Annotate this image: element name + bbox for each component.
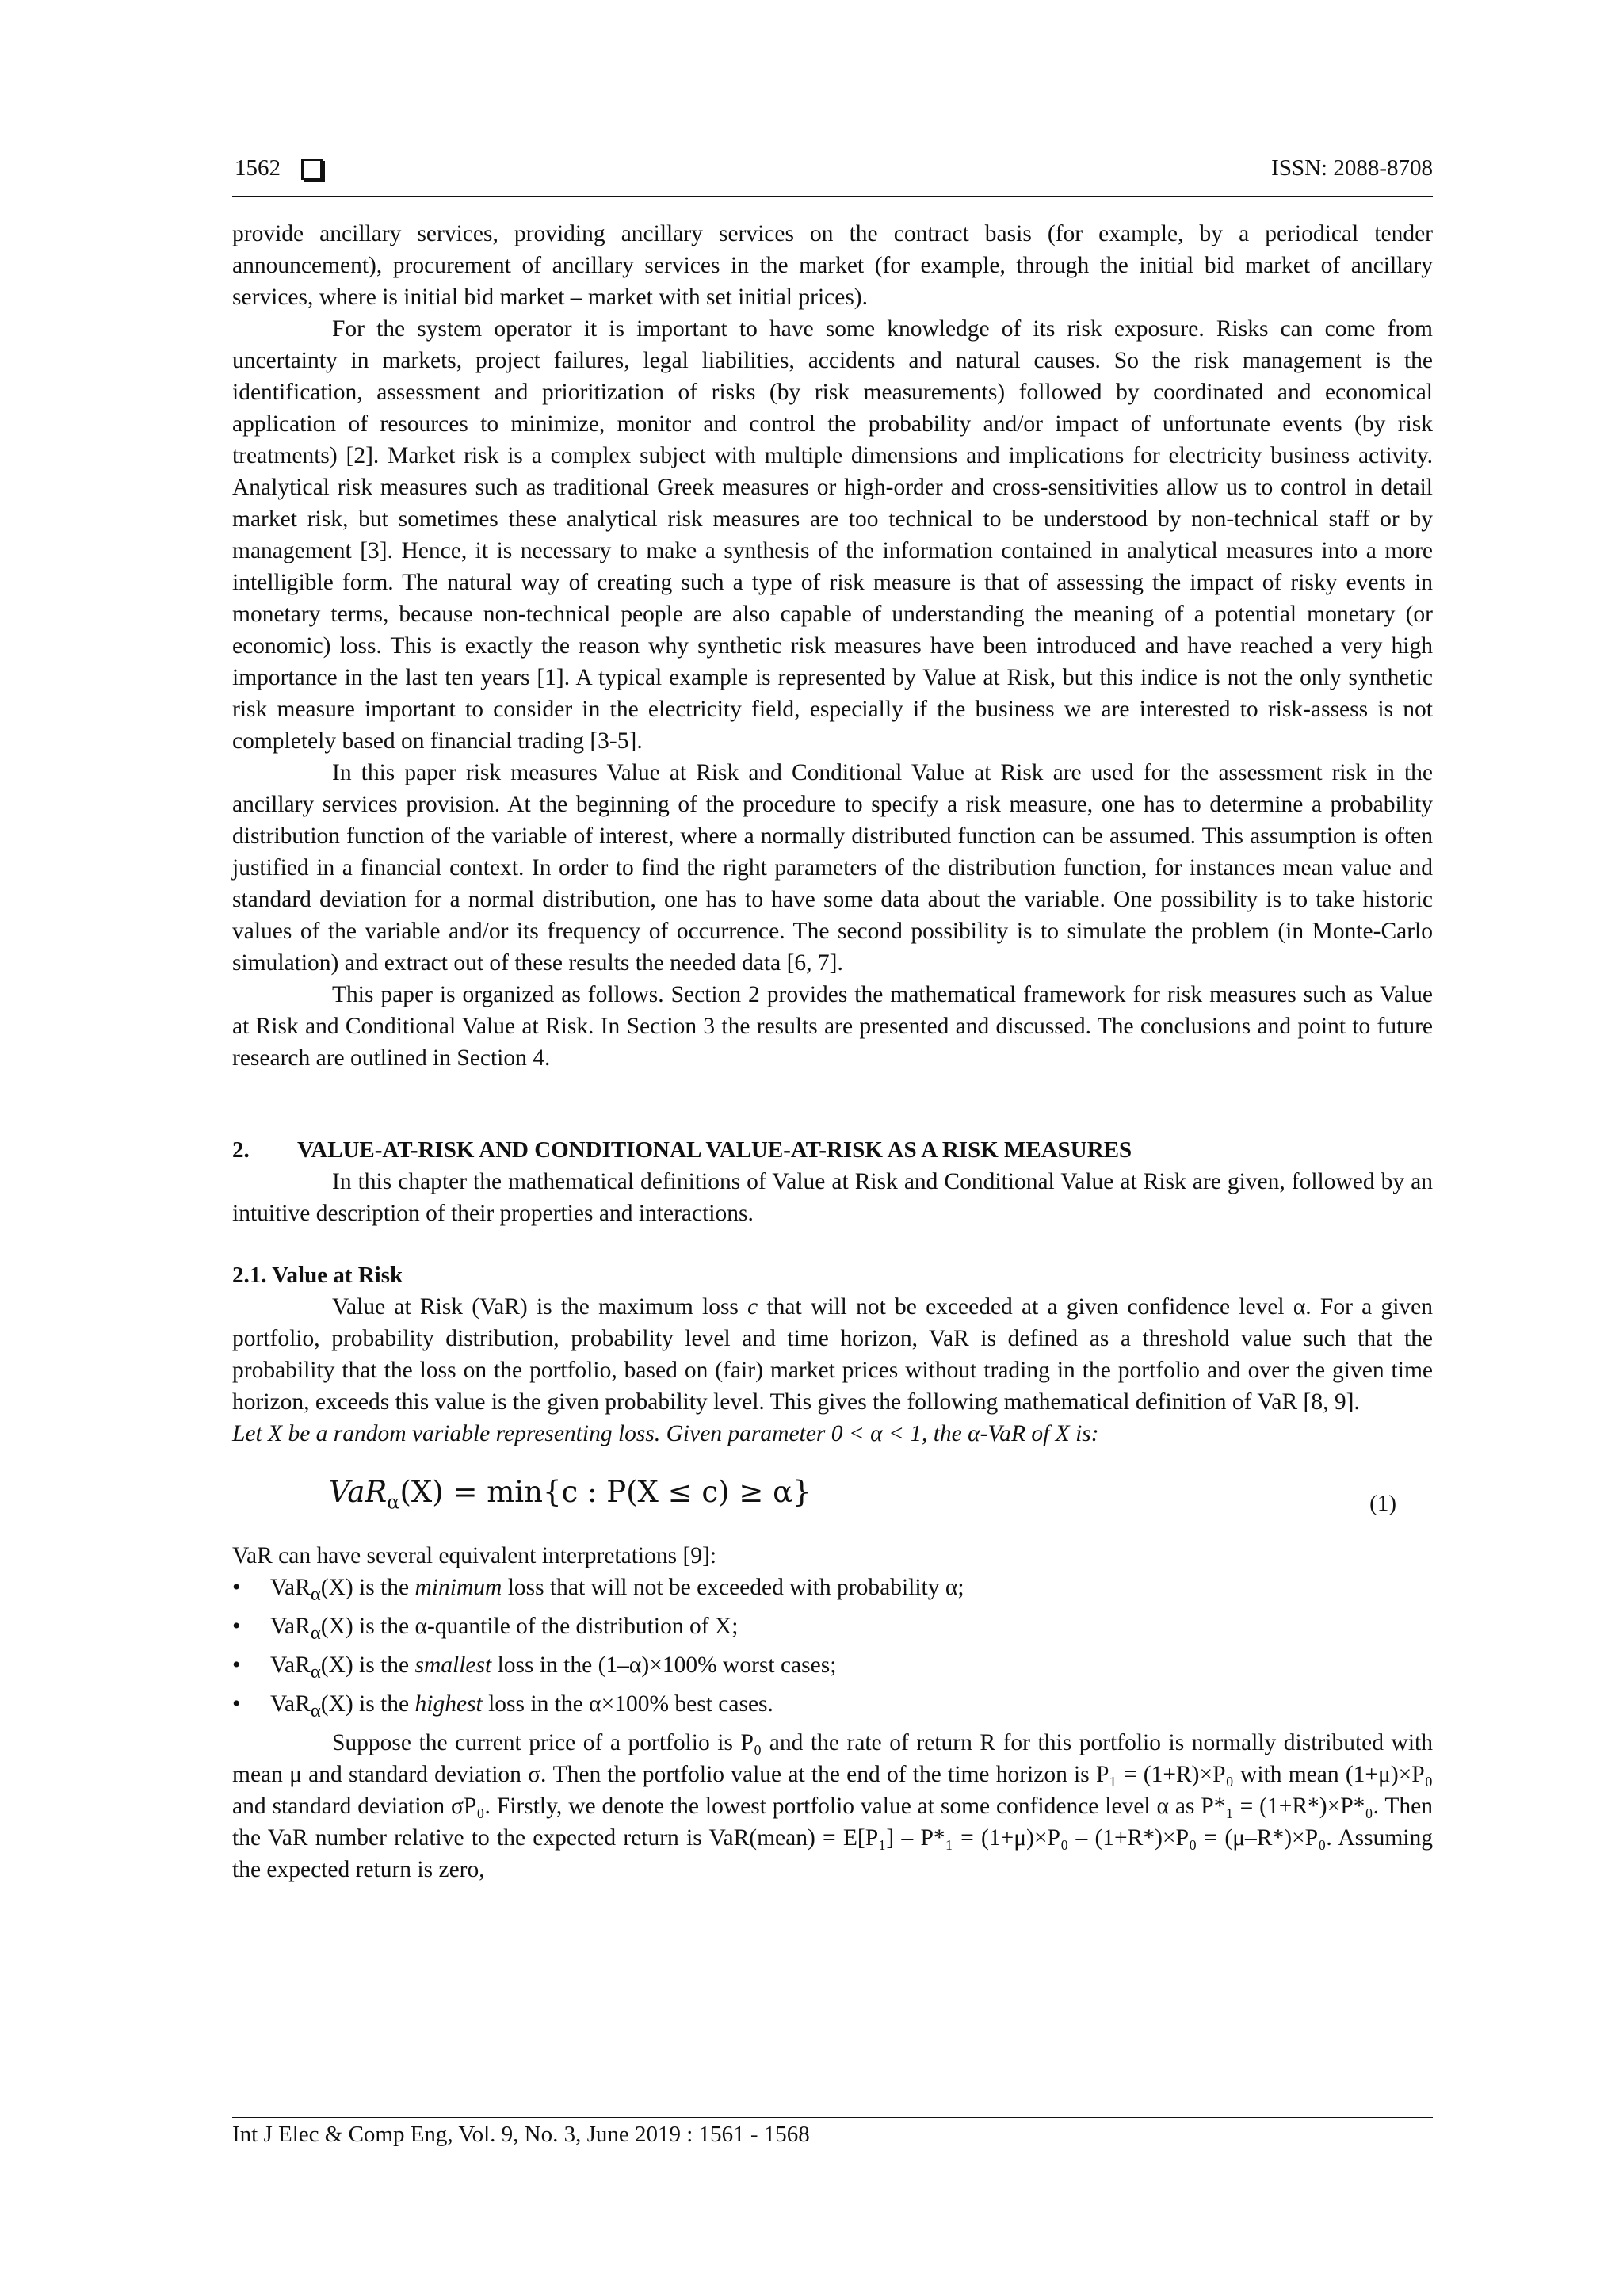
interpretation-list <box>232 1572 1433 1727</box>
section-number: 2. <box>232 1137 250 1163</box>
list-item: • VaR$_\alpha$(X) is the smallest loss in the (1–α)×100% worst cases; <box>232 1649 1433 1688</box>
var-definition-paragraph: Value at Risk (VaR) is the maximum loss c that will not be exceeded at a given confidence level α. For a given portfolio, probability distribution, probability level and time horizon, VaR is defined as a threshold value such that the probability that the loss on the portfolio, based on (fair) market prices without trading in the portfolio and over the given time horizon, exceeds this value is the given probability level. This gives the following mathematical definition of VaR [8, 9]. <box>232 1294 1433 1415</box>
subsection-heading: 2.1. Value at Risk <box>232 1263 403 1288</box>
page-header <box>235 155 1433 190</box>
paragraph-3: In this paper risk measures Value at Risk and Conditional Value at Risk are used for the assessment risk in the ancillary services provision. At the beginning of the procedure to specify a risk measure, one has to determine a probability distribution function of the variable of interest, where a normally distributed function can be assumed. This assumption is often justified in a financial context. In order to find the right parameters of the distribution function, for instances mean value and standard deviation for a normal distribution, one has to have some data about the variable. One possibility is to take historic values of the variable and/or its frequency of occurrence. The second possibility is to simulate the problem (in Monte-Carlo simulation) and extract out of these results the needed data [6, 7]. <box>232 760 1433 976</box>
issn-label: ISSN: 2088-8708 <box>1271 155 1433 181</box>
list-item: • VaR$_\alpha$(X) is the minimum loss that will not be exceeded with probability α; <box>232 1572 1433 1610</box>
portfolio-paragraph: Suppose the current price of a portfolio is P₀ and the rate of return R for this portfolio is normally distributed with mean μ and standard deviation σ. Then the portfolio value at the end of the time horizon is P₁ = (1+R)×P₀ with mean (1+μ)×P₀ and standard deviation σP₀. Firstly, we denote the lowest portfolio value at some confidence level α as P*₁ = (1+R*)×P*₀. Then the VaR number relative to the expected return is VaR(mean) = E[P₁] – P*₁ = (1+μ)×P₀ – (1+R*)×P₀ = (μ–R*)×P₀. Assuming the expected return is zero, <box>232 1729 1433 1882</box>
article-body <box>232 218 1433 1885</box>
footer-citation: Int J Elec & Comp Eng, Vol. 9, No. 3, June 2019 : 1561 - 1568 <box>232 2122 810 2147</box>
equation-1 <box>232 1467 1433 1540</box>
paragraph-2: For the system operator it is important to have some knowledge of its risk exposure. Risks can come from uncertainty in markets, project failures, legal liabilities, accidents and natural causes. So the risk management is the identification, assessment and prioritization of risks (by risk measurements) followed by coordinated and economical application of resources to minimize, monitor and control the probability and/or impact of unfortunate events (by risk treatments) [2]. Market risk is a complex subject with multiple dimensions and implications for electricity business activity. Analytical risk measures such as traditional Greek measures or high-order and cross-sensitivities allow us to control in detail market risk, but sometimes these analytical risk measures are too technical to be understood by non-technical staff or by management [3]. Hence, it is necessary to make a synthesis of the information contained in analytical measures into a more intelligible form. The natural way of creating such a type of risk measure is that of assessing the impact of risky events in monetary terms, because non-technical people are also capable of understanding the meaning of a potential monetary (or economic) loss. This is exactly the reason why synthetic risk measures have been introduced and have reached a very high importance in the last ten years [1]. A typical example is represented by Value at Risk, but this indice is not the only synthetic risk measure important to consider in the electricity field, especially if the business we are interested to risk-assess is not completely based on financial trading [3-5]. <box>232 316 1433 754</box>
interpretation-intro: VaR can have several equivalent interpretations [9]: <box>232 1543 717 1568</box>
list-item: • VaR$_\alpha$(X) is the α-quantile of the distribution of X; <box>232 1610 1433 1649</box>
footer-rule <box>232 2117 1433 2118</box>
list-item: • VaR$_\alpha$(X) is the highest loss in the α×100% best cases. <box>232 1688 1433 1727</box>
paragraph-4: This paper is organized as follows. Section 2 provides the mathematical framework for risk measures such as Value at Risk and Conditional Value at Risk. In Section 3 the results are presented and discussed. The conclusions and point to future research are outlined in Section 4. <box>232 982 1433 1071</box>
section-intro: In this chapter the mathematical definitions of Value at Risk and Conditional Value at Risk are given, followed by an intuitive description of their properties and interactions. <box>232 1169 1433 1226</box>
section-title: VALUE-AT-RISK AND CONDITIONAL VALUE-AT-RISK AS A RISK MEASURES <box>297 1137 1132 1163</box>
header-rule <box>232 196 1433 197</box>
definition-statement: Let X be a random variable representing loss. Given parameter 0 < α < 1, the α-VaR of X is: <box>232 1421 1099 1446</box>
square-icon <box>301 159 323 180</box>
section-heading <box>232 1134 1433 1166</box>
equation-number: (1) <box>1369 1491 1396 1516</box>
paragraph-1: provide ancillary services, providing ancillary services on the contract basis (for example, by a periodical tender announcement), procurement of ancillary services in the market (for example, through the initial bid market of ancillary services, where is initial bid market – market with set initial prices). <box>232 221 1433 310</box>
equation-body: VaR$_\alpha$(X) = min{c : P(X ≤ c) ≥ α} <box>329 1475 812 1514</box>
page-number: 1562 <box>235 155 281 181</box>
